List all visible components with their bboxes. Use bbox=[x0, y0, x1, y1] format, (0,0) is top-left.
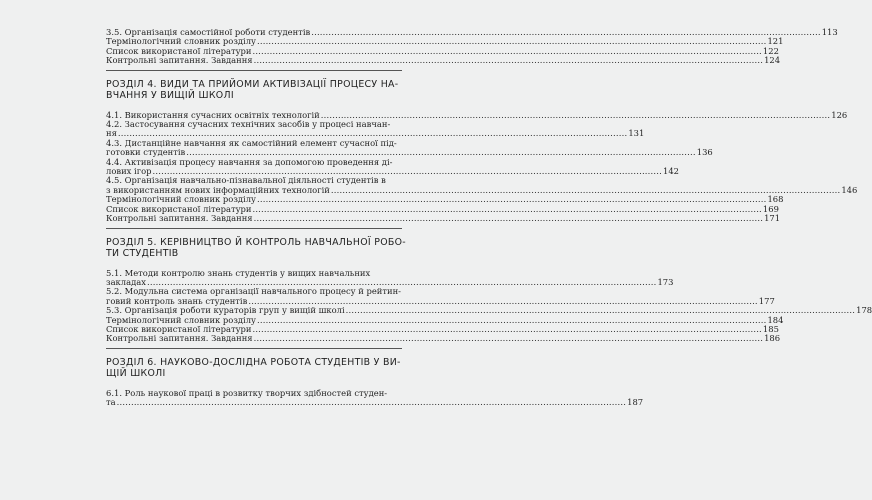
entry-title-cont: готовки студентів bbox=[106, 147, 186, 158]
dot-leader bbox=[254, 56, 763, 65]
entry-title-cont: лових ігор bbox=[106, 166, 152, 177]
toc-entry bbox=[106, 55, 781, 66]
toc-entry bbox=[106, 333, 781, 344]
entry-title: Список використаної літератури bbox=[106, 45, 252, 56]
entry-page: 121 bbox=[767, 36, 784, 47]
entry-page: 131 bbox=[628, 128, 645, 139]
entry-title-cont: говий контроль знань студентів bbox=[106, 295, 248, 306]
entry-page: 113 bbox=[821, 27, 838, 37]
entry-title: 4.2. Застосування сучасних технічних засобів у процесі навчан- bbox=[106, 119, 391, 130]
toc-column bbox=[106, 27, 872, 408]
toc-entry bbox=[106, 387, 644, 408]
entry-title: Контрольні запитання. Завдання bbox=[106, 55, 253, 66]
entry-page: 169 bbox=[762, 203, 779, 214]
entry-page: 142 bbox=[662, 166, 679, 177]
dot-leader bbox=[321, 111, 830, 120]
entry-title: 5.1. Методи контролю знань студентів у вищих навчальних bbox=[106, 267, 371, 278]
entry-title: Термінологічний словник розділу bbox=[106, 36, 256, 47]
entry-title: 4.3. Дистанційне навчання як самостійний елемент сучасної під- bbox=[106, 137, 397, 148]
entry-title: Список використаної літератури bbox=[106, 203, 252, 214]
section-heading bbox=[106, 357, 402, 379]
dot-leader bbox=[254, 334, 763, 343]
entry-title: Термінологічний словник розділу bbox=[106, 194, 256, 205]
dot-leader bbox=[254, 214, 763, 223]
entry-page: 173 bbox=[657, 276, 674, 287]
entry-page: 184 bbox=[767, 314, 784, 325]
entry-page: 178 bbox=[856, 305, 872, 316]
section-heading-line: ТИ СТУДЕНТІВ bbox=[106, 247, 179, 259]
entry-page: 124 bbox=[764, 55, 781, 66]
entry-title: 5.3. Організація роботи кураторів груп у вищій школі bbox=[106, 305, 345, 316]
toc-entry bbox=[106, 213, 781, 224]
entry-page: 168 bbox=[767, 194, 784, 205]
entry-title: Список використаної літератури bbox=[106, 323, 252, 334]
section-heading-line: РОЗДІЛ 4. ВИДИ ТА ПРИЙОМИ АКТИВІЗАЦІЇ ПРОЦЕСУ НА- bbox=[106, 78, 399, 90]
entry-title: 4.4. Активізація процесу навчання за допомогою проведення ді- bbox=[106, 156, 393, 167]
entry-page: 136 bbox=[696, 147, 713, 158]
entry-title: Контрольні запитання. Завдання bbox=[106, 333, 253, 344]
entry-page: 186 bbox=[764, 333, 781, 344]
entry-page: 171 bbox=[764, 213, 781, 224]
toc-entry bbox=[106, 175, 858, 195]
entry-title-cont: закладах bbox=[106, 276, 146, 287]
entry-page: 187 bbox=[627, 397, 644, 408]
toc-entry bbox=[106, 119, 645, 139]
entry-page: 126 bbox=[831, 109, 848, 120]
toc-entry bbox=[106, 137, 713, 158]
section-heading-line: РОЗДІЛ 6. НАУКОВО-ДОСЛІДНА РОБОТА СТУДЕНТІВ У ВИ- bbox=[106, 356, 401, 368]
entry-title: 4.1. Використання сучасних освітніх технологій bbox=[106, 109, 320, 120]
entry-page: 185 bbox=[762, 323, 779, 334]
section-heading-line: РОЗДІЛ 5. КЕРІВНИЦТВО Й КОНТРОЛЬ НАВЧАЛЬНОЇ РОБО- bbox=[106, 236, 406, 248]
entry-title: 4.5. Організація навчально-пізнавальної діяльності студентів в bbox=[106, 175, 386, 186]
entry-title-cont: з використанням нових інформаційних технологій bbox=[106, 184, 330, 195]
toc-entry bbox=[106, 156, 679, 177]
entry-title-cont: ня bbox=[106, 128, 117, 139]
section-heading bbox=[106, 236, 406, 259]
entry-title: Термінологічний словник розділу bbox=[106, 314, 256, 325]
entry-title: Контрольні запитання. Завдання bbox=[106, 213, 253, 224]
toc-entry bbox=[106, 267, 674, 288]
entry-title: 3.5. Організація самостійної роботи студентів bbox=[106, 27, 311, 37]
section-heading bbox=[106, 79, 402, 101]
entry-title: 5.2. Модульна система організації навчального процесу й рейтин- bbox=[106, 286, 401, 297]
dot-leader bbox=[117, 398, 626, 407]
section-heading-line: ВЧАННЯ У ВИЩІЙ ШКОЛІ bbox=[106, 89, 234, 101]
entry-title: 6.1. Роль наукової праці в розвитку творчих здібностей студен- bbox=[106, 387, 388, 398]
entry-page: 177 bbox=[758, 295, 775, 306]
toc-entry bbox=[106, 286, 775, 306]
entry-page: 122 bbox=[762, 45, 779, 56]
section-heading-line: ЩІЙ ШКОЛІ bbox=[106, 367, 166, 379]
entry-title-cont: та bbox=[106, 397, 116, 408]
entry-page: 146 bbox=[841, 184, 858, 195]
